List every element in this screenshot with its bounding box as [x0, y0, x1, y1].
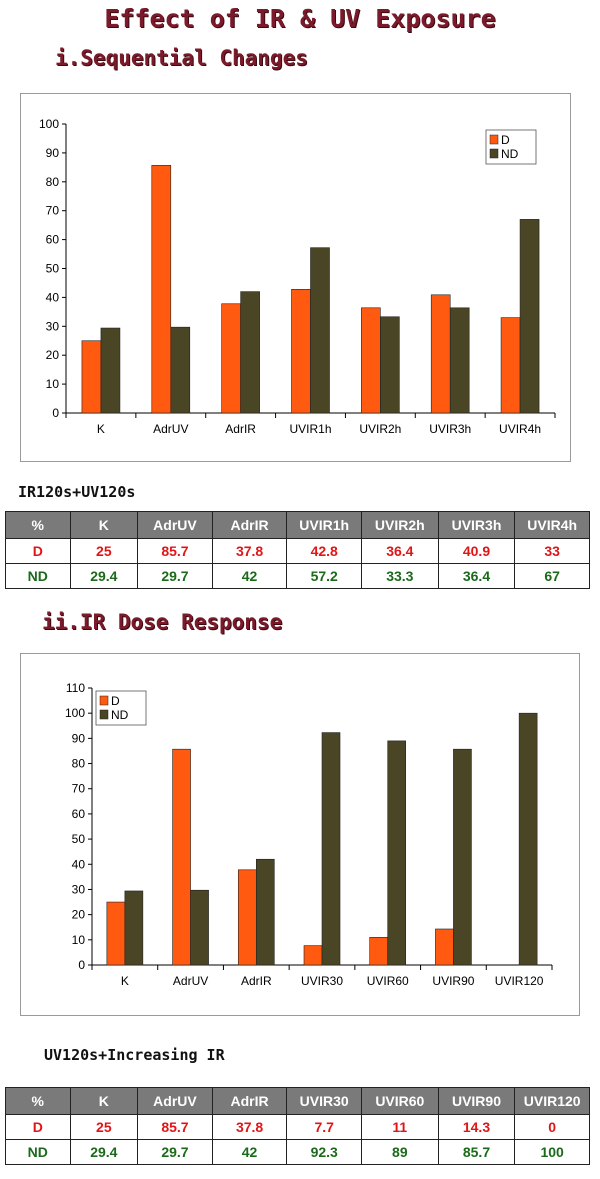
bar-nd-uvir2h: [380, 317, 399, 413]
table-header-cell: %: [6, 1088, 71, 1115]
table-cell: 37.8: [212, 539, 287, 564]
y-tick-label: 10: [71, 932, 85, 947]
legend-label-nd: ND: [111, 708, 129, 722]
table-caption-sequential: IR120s+UV120s: [18, 483, 136, 501]
legend-label-d: D: [111, 694, 120, 708]
table-header-row: [6, 512, 590, 539]
x-tick-label: UVIR1h: [289, 422, 332, 436]
bar-nd-adruv: [171, 327, 190, 413]
bar-d-adruv: [152, 165, 171, 413]
x-tick-label: AdrUV: [153, 422, 189, 436]
table-caption-dose: UV120s+Increasing IR: [44, 1046, 225, 1064]
legend-swatch-d: [100, 696, 108, 705]
chart-ir-dose-response: [20, 653, 580, 1016]
y-tick-label: 70: [71, 781, 85, 796]
table-cell: 14.3: [438, 1115, 515, 1140]
bar-nd-uvir1h: [311, 248, 330, 413]
bar-d-adruv: [173, 749, 191, 965]
y-tick-label: 0: [52, 406, 59, 420]
table-header-cell: UVIR2h: [362, 512, 439, 539]
x-tick-label: AdrIR: [225, 422, 256, 436]
table-header-cell: AdrUV: [138, 512, 213, 539]
table-cell: 40.9: [438, 539, 515, 564]
table-cell: 37.8: [212, 1115, 287, 1140]
table-cell: 25: [70, 539, 138, 564]
table-header-cell: AdrIR: [212, 1088, 287, 1115]
bar-nd-adruv: [191, 890, 209, 965]
table-cell: 29.7: [138, 1140, 213, 1165]
y-tick-label: 110: [65, 681, 85, 695]
bar-d-adrir: [238, 870, 256, 965]
table-cell: 100: [515, 1140, 590, 1165]
table-row-d: [6, 1115, 590, 1140]
y-tick-label: 100: [64, 706, 85, 721]
x-tick-label: UVIR4h: [499, 422, 542, 436]
x-tick-label: K: [120, 974, 129, 988]
y-tick-label: 10: [45, 377, 59, 392]
table-header-cell: UVIR4h: [515, 512, 590, 539]
x-tick-label: UVIR90: [432, 974, 475, 988]
table-header-cell: UVIR1h: [287, 512, 362, 539]
table-cell: 29.4: [70, 1140, 138, 1165]
bar-nd-adrir: [256, 859, 274, 965]
legend-swatch-nd: [490, 149, 498, 158]
table-row-nd: [6, 1140, 590, 1165]
section-title-dose: ii.IR Dose Response: [42, 610, 283, 634]
table-dose: [5, 1087, 590, 1165]
y-tick-label: 30: [71, 882, 85, 897]
bar-d-k: [82, 341, 101, 413]
table-cell: 29.7: [138, 564, 213, 589]
bar-nd-uvir90: [453, 749, 471, 965]
y-tick-label: 30: [45, 319, 59, 334]
x-tick-label: UVIR30: [300, 974, 344, 988]
y-tick-label: 20: [45, 348, 59, 363]
bar-nd-uvir30: [322, 733, 340, 965]
table-cell: ND: [6, 564, 71, 589]
table-cell: 36.4: [362, 539, 439, 564]
table-cell: D: [6, 539, 71, 564]
legend-label-d: D: [501, 133, 510, 147]
bar-d-uvir3h: [431, 295, 450, 413]
bar-d-uvir2h: [361, 308, 380, 413]
x-tick-label: AdrIR: [240, 974, 272, 988]
table-header-cell: %: [6, 512, 71, 539]
x-tick-label: UVIR3h: [429, 422, 472, 436]
bar-d-k: [107, 902, 125, 965]
legend: [486, 130, 536, 164]
y-tick-label: 60: [45, 232, 59, 247]
y-tick-label: 70: [45, 203, 59, 218]
table-cell: ND: [6, 1140, 71, 1165]
table-header-cell: AdrIR: [212, 512, 287, 539]
x-tick-label: K: [96, 422, 105, 436]
y-tick-label: 50: [45, 261, 59, 276]
table-cell: 33: [515, 539, 590, 564]
y-tick-label: 80: [45, 174, 59, 189]
bar-nd-k: [125, 891, 143, 965]
y-tick-label: 0: [78, 958, 85, 972]
table-cell: 85.7: [138, 1115, 213, 1140]
y-tick-label: 100: [38, 117, 59, 131]
y-tick-label: 40: [45, 290, 59, 305]
table-header-cell: UVIR30: [287, 1088, 362, 1115]
x-tick-label: UVIR2h: [359, 422, 402, 436]
bar-nd-uvir60: [388, 741, 406, 965]
bar-nd-uvir4h: [520, 219, 539, 413]
table-header-row: [6, 1088, 590, 1115]
table-cell: 57.2: [287, 564, 362, 589]
bar-nd-k: [101, 328, 120, 413]
bar-nd-uvir3h: [450, 308, 469, 413]
x-tick-label: AdrUV: [172, 974, 209, 988]
table-row-d: [6, 539, 590, 564]
table-cell: 92.3: [287, 1140, 362, 1165]
bar-d-uvir90: [435, 929, 453, 965]
y-tick-label: 50: [71, 832, 85, 847]
table-header-cell: AdrUV: [138, 1088, 213, 1115]
table-cell: 25: [70, 1115, 138, 1140]
legend-swatch-d: [490, 135, 498, 144]
table-cell: 85.7: [138, 539, 213, 564]
table-cell: 7.7: [287, 1115, 362, 1140]
y-tick-label: 60: [71, 806, 85, 821]
y-tick-label: 20: [71, 907, 85, 922]
table-cell: 11: [362, 1115, 439, 1140]
legend-label-nd: ND: [501, 147, 519, 161]
chart-dose-svg: [21, 654, 579, 1015]
table-header-cell: UVIR60: [362, 1088, 439, 1115]
table-cell: 0: [515, 1115, 590, 1140]
page-title: Effect of IR & UV Exposure: [104, 4, 496, 33]
table-cell: 89: [362, 1140, 439, 1165]
table-cell: 33.3: [362, 564, 439, 589]
chart-sequential-svg: [21, 94, 570, 461]
table-cell: 29.4: [70, 564, 138, 589]
y-tick-label: 90: [45, 145, 59, 160]
table-header-cell: UVIR3h: [438, 512, 515, 539]
legend-swatch-nd: [100, 710, 108, 719]
table-header-cell: K: [70, 1088, 138, 1115]
table-sequential: [5, 511, 590, 589]
table-header-cell: K: [70, 512, 138, 539]
table-cell: 42.8: [287, 539, 362, 564]
bar-d-uvir60: [370, 937, 388, 965]
y-tick-label: 90: [71, 731, 85, 746]
table-cell: D: [6, 1115, 71, 1140]
bar-d-uvir30: [304, 946, 322, 965]
bar-nd-adrir: [241, 292, 260, 413]
table-cell: 85.7: [438, 1140, 515, 1165]
legend: [96, 691, 146, 725]
x-tick-label: UVIR120: [494, 974, 544, 988]
bar-d-uvir4h: [501, 318, 520, 413]
y-tick-label: 40: [71, 857, 85, 872]
y-tick-label: 80: [71, 756, 85, 771]
bar-d-uvir1h: [292, 289, 311, 413]
chart-sequential-changes: [20, 93, 571, 462]
section-title-sequential: i.Sequential Changes: [55, 46, 308, 70]
table-row-nd: [6, 564, 590, 589]
x-tick-label: UVIR60: [366, 974, 409, 988]
table-cell: 42: [212, 1140, 287, 1165]
table-cell: 36.4: [438, 564, 515, 589]
bar-d-adrir: [222, 304, 241, 413]
table-cell: 67: [515, 564, 590, 589]
table-header-cell: UVIR120: [515, 1088, 590, 1115]
table-header-cell: UVIR90: [438, 1088, 515, 1115]
bar-nd-uvir120: [519, 713, 537, 965]
table-cell: 42: [212, 564, 287, 589]
